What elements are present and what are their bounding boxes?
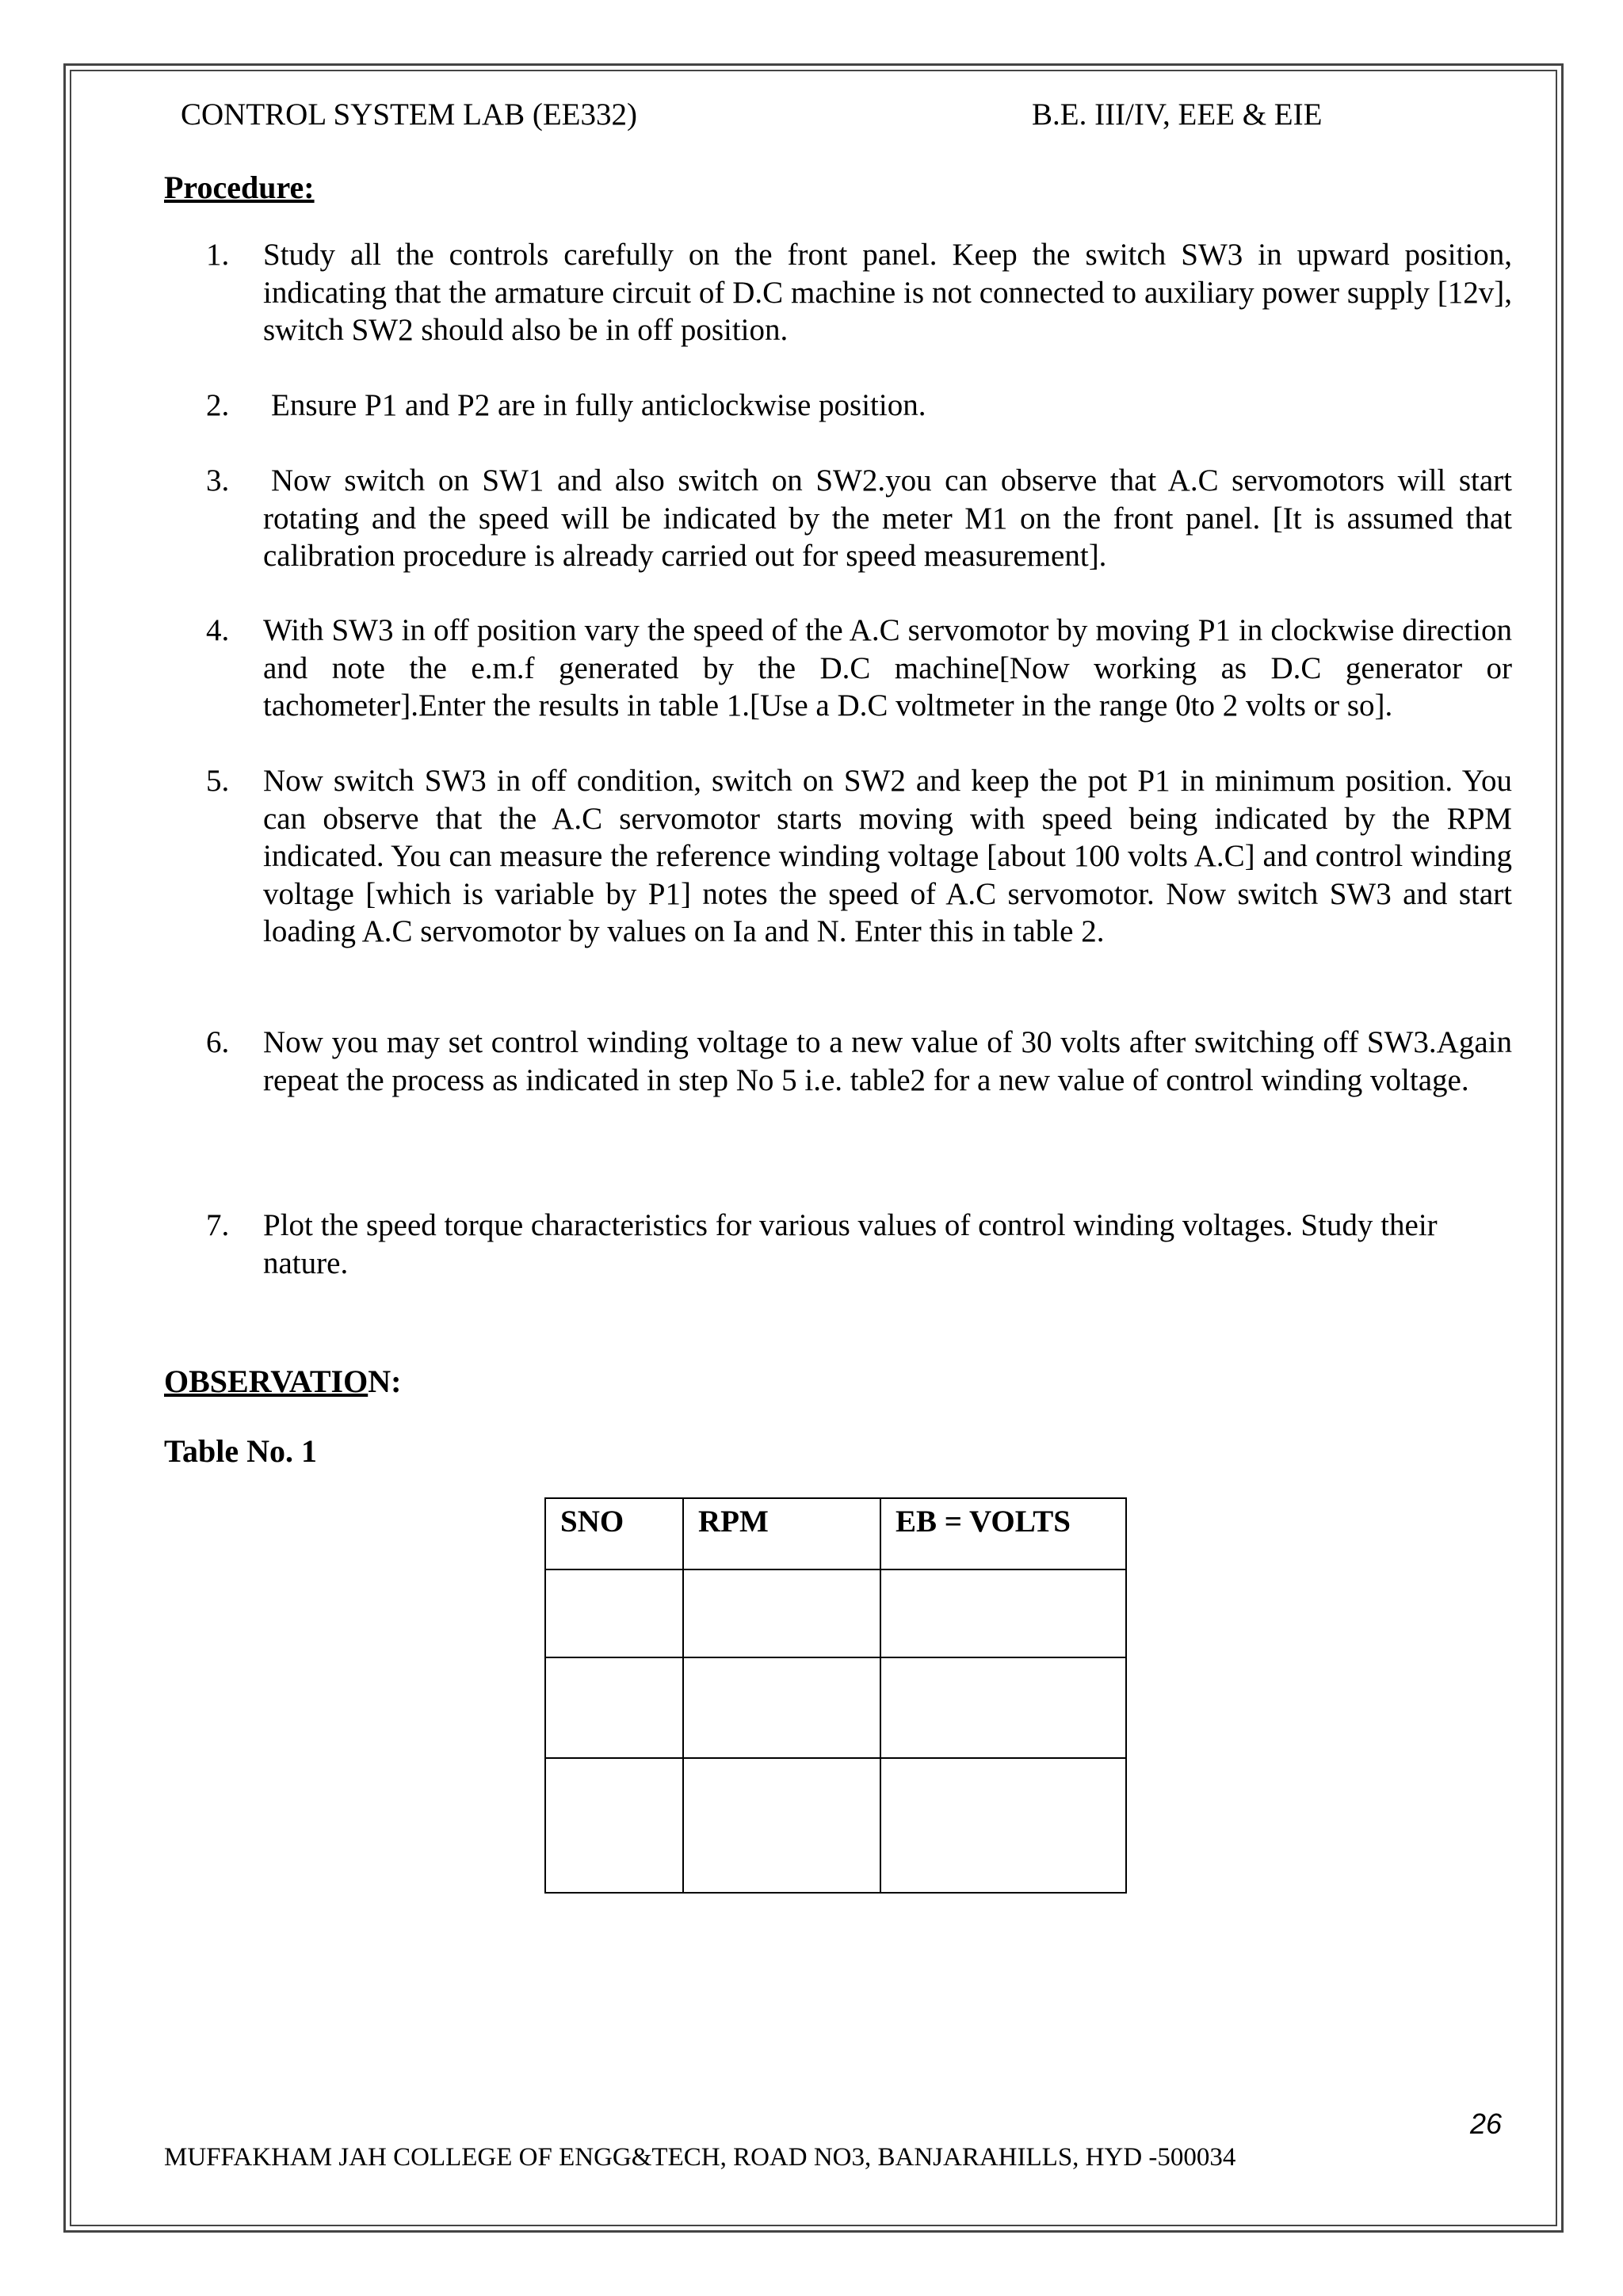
table-title: Table No. 1 xyxy=(164,1433,318,1469)
step-number: 2. xyxy=(206,388,230,422)
table-row xyxy=(545,1657,1126,1758)
step-number: 1. xyxy=(206,238,230,272)
header-degree: B.E. III/IV, EEE & EIE xyxy=(1032,97,1323,132)
procedure-heading xyxy=(164,169,315,206)
table-cell xyxy=(683,1758,880,1893)
table-cell xyxy=(545,1657,683,1758)
column-header-sno: SNO xyxy=(545,1498,683,1569)
footer-college-address: MUFFAKHAM JAH COLLEGE OF ENGG&TECH, ROAD NO3, BANJARAHILLS, HYD -500034 xyxy=(164,2143,1236,2172)
page-number: 26 xyxy=(1470,2107,1503,2140)
table-cell xyxy=(683,1657,880,1758)
step-number: 5. xyxy=(206,764,230,798)
observation-heading-underlined: OBSERVATIO xyxy=(164,1363,369,1399)
procedure-heading-text: Procedure: xyxy=(164,170,315,205)
observation-heading xyxy=(164,1363,401,1400)
table-cell xyxy=(880,1657,1126,1758)
column-header-eb-volts: EB = VOLTS xyxy=(880,1498,1126,1569)
table-row xyxy=(545,1569,1126,1657)
step-number: 6. xyxy=(206,1025,230,1059)
header-course-title: CONTROL SYSTEM LAB (EE332) xyxy=(181,97,637,132)
step-text: Now you may set control winding voltage to a new value of 30 volts after switching off SW3.Again repeat the process as indicated in step No 5 i.e. table2 for a new value of control winding voltage. xyxy=(263,1025,1512,1097)
step-number: 7. xyxy=(206,1208,230,1242)
step-text: With SW3 in off position vary the speed of the A.C servomotor by moving P1 in clockwise direction and note the e.m.f generated by the D.C machine[Now working as D.C generator or tachometer].Enter the results in table 1.[Use a D.C voltmeter in the range 0to 2 volts or so]. xyxy=(263,613,1512,723)
step-number: 3. xyxy=(206,463,230,498)
table-cell xyxy=(880,1569,1126,1657)
table-row xyxy=(545,1758,1126,1893)
table-header-row xyxy=(545,1498,1126,1569)
table-cell xyxy=(545,1758,683,1893)
observation-heading-rest: N: xyxy=(368,1363,402,1399)
table-cell xyxy=(545,1569,683,1657)
step-text: Now switch on SW1 and also switch on SW2.you can observe that A.C servomotors will start rotating and the speed will be indicated by the meter M1 on the front panel. [It is assumed that calibration procedure is already carried out for speed measurement]. xyxy=(263,463,1512,573)
step-text: Now switch SW3 in off condition, switch on SW2 and keep the pot P1 in minimum position. You can observe that the A.C servomotor starts moving with speed being indicated by the RPM indicated. You can measure the reference winding voltage [about 100 volts A.C] and control winding voltage [which is variable by P1] notes the speed of A.C servomotor. Now switch SW3 and start loading A.C servomotor by values on Ia and N. Enter this in table 2. xyxy=(263,764,1512,948)
step-text: Study all the controls carefully on the front panel. Keep the switch SW3 in upward position, indicating that the armature circuit of D.C machine is not connected to auxiliary power supply [12v], switch SW2 should also be in off position. xyxy=(263,238,1512,347)
step-text: Ensure P1 and P2 are in fully anticlockwise position. xyxy=(271,388,926,422)
table-cell xyxy=(683,1569,880,1657)
column-header-rpm: RPM xyxy=(683,1498,880,1569)
step-text: Plot the speed torque characteristics for various values of control winding voltages. Study their nature. xyxy=(263,1208,1438,1280)
step-number: 4. xyxy=(206,613,230,647)
table-cell xyxy=(880,1758,1126,1893)
observation-table xyxy=(544,1497,1127,1894)
